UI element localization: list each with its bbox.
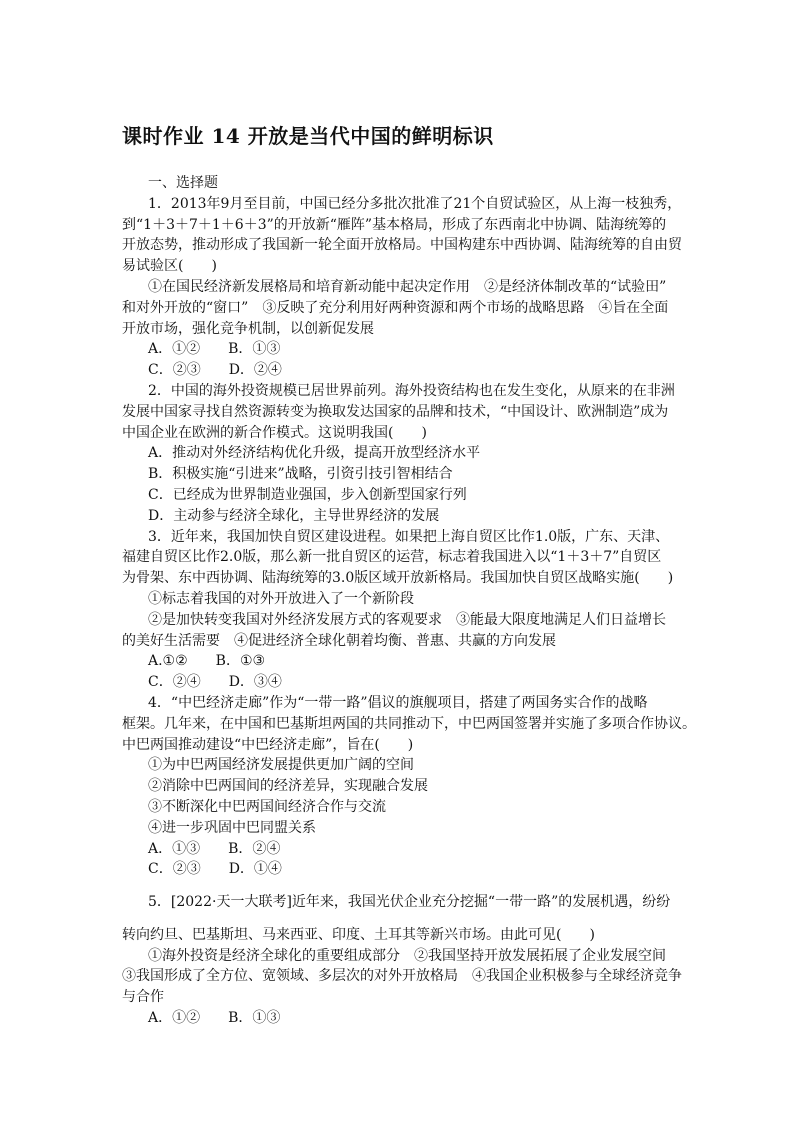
question-5	[122, 892, 680, 1029]
question-stem-line: 到“1＋3＋7＋1＋6＋3”的开放新“雁阵”基本格局，形成了东西南北中协调、陆海统筹的	[122, 216, 667, 233]
answer-choice: C．已经成为世界制造业强国，步入创新型国家行列	[148, 486, 467, 503]
question-stem-line: 1．2013年9月至目前，中国已经分多批次批准了21个自贸试验区，从上海一枝独秀，	[148, 195, 682, 212]
spacer	[122, 913, 680, 925]
answer-choice: A．推动对外经济结构优化升级，提高开放型经济水平	[148, 445, 481, 462]
question-stem-line: 易试验区( )	[122, 258, 217, 275]
answer-choices: C．②④ D．③④	[148, 674, 282, 691]
question-stem-line: 转向约旦、巴基斯坦、马来西亚、印度、土耳其等新兴市场。由此可见( )	[122, 926, 595, 943]
option-statement-line: ②是加快转变我国对外经济发展方式的客观要求 ③能最大限度地满足人们日益增长	[148, 611, 666, 628]
question-stem-line: 框架。几年来，在中国和巴基斯坦两国的共同推动下，中巴两国签署并实施了多项合作协议。	[122, 715, 696, 732]
question-list	[122, 173, 696, 1029]
question-stem-line: 2．中国的海外投资规模已居世界前列。海外投资结构也在发生变化，从原来的在非洲	[148, 382, 675, 399]
option-statement-line: 与合作	[122, 989, 164, 1006]
option-statement-line: 和对外开放的“窗口” ③反映了充分利用好两种资源和两个市场的战略思路 ④旨在全面	[122, 299, 669, 316]
section-heading: 一、选择题	[148, 175, 218, 191]
option-statement-line: ①标志着我国的对外开放进入了一个新阶段	[148, 590, 414, 607]
question-4	[122, 693, 696, 880]
question-stem-line: 福建自贸区比作2.0版，那么新一批自贸区的运营，标志着我国进入以“1＋3＋7”自贸区	[122, 549, 662, 566]
question-stem-line: 为骨架、东中西协调、陆海统筹的3.0版区域开放新格局。我国加快自贸区战略实施( )	[122, 570, 674, 587]
answer-choice: B．积极实施“引进来”战略，引资引技引智相结合	[148, 466, 453, 483]
answer-choices: A.①② B．①③	[148, 653, 266, 670]
answer-choices: C．②③ D．②④	[148, 362, 282, 379]
answer-choices: A．①② B．①③	[148, 1010, 281, 1027]
question-1	[122, 194, 680, 381]
question-stem-line: 4．“中巴经济走廊”作为“一带一路”倡议的旗舰项目，搭建了两国务实合作的战略	[148, 694, 648, 711]
question-stem-line: 中巴两国推动建设“中巴经济走廊”，旨在( )	[122, 736, 414, 753]
page-title: 课时作业 14 开放是当代中国的鲜明标识	[122, 124, 494, 148]
question-3	[122, 527, 680, 693]
question-2	[122, 381, 680, 527]
spacer	[122, 880, 680, 892]
answer-choices: A．①③ B．②④	[148, 840, 281, 857]
answer-choices: A．①② B．①③	[148, 341, 281, 358]
answer-choice: D．主动参与经济全球化，主导世界经济的发展	[148, 507, 440, 524]
question-stem-line: 5．[2022·天一大联考]近年来，我国光伏企业充分挖掘“一带一路”的发展机遇，纷纷	[148, 894, 671, 911]
option-statement-line: ③不断深化中巴两国间经济合作与交流	[148, 798, 386, 815]
option-statement-line: 开放市场，强化竞争机制，以创新促发展	[122, 320, 374, 337]
question-stem-line: 开放态势，推动形成了我国新一轮全面开放格局。中国构建东中西协调、陆海统筹的自由贸	[122, 237, 682, 254]
option-statement-line: ②消除中巴两国间的经济差异，实现融合发展	[148, 778, 428, 795]
question-stem-line: 3．近年来，我国加快自贸区建设进程。如果把上海自贸区比作1.0版，广东、天津、	[148, 528, 670, 545]
option-statement-line: ①海外投资是经济全球化的重要组成部分 ②我国坚持开放发展拓展了企业发展空间	[148, 947, 666, 964]
question-stem-line: 中国企业在欧洲的新合作模式。这说明我国( )	[122, 424, 427, 441]
option-statement-line: ①在国民经济新发展格局和培育新动能中起决定作用 ②是经济体制改革的“试验田”	[148, 278, 667, 295]
option-statement-line: ③我国形成了全方位、宽领域、多层次的对外开放格局 ④我国企业积极参与全球经济竞争	[122, 968, 682, 985]
answer-choices: C．②③ D．①④	[148, 861, 282, 878]
option-statement-line: 的美好生活需要 ④促进经济全球化朝着均衡、普惠、共赢的方向发展	[122, 632, 556, 649]
question-stem-line: 发展中国家寻找自然资源转变为换取发达国家的品牌和技术，“中国设计、欧洲制造”成为	[122, 403, 669, 420]
option-statement-line: ①为中巴两国经济发展提供更加广阔的空间	[148, 757, 414, 774]
option-statement-line: ④进一步巩固中巴同盟关系	[148, 819, 316, 836]
